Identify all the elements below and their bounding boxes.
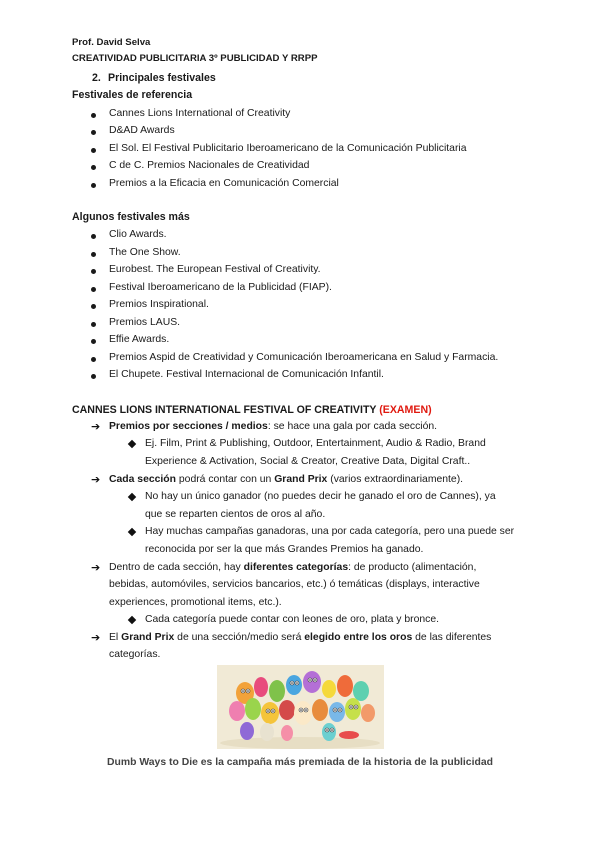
bullet-icon: [91, 339, 96, 344]
point-3-pre: Dentro de cada sección, hay: [109, 562, 244, 573]
point-4-rest: de las diferentes: [412, 632, 492, 643]
others-item: Eurobest. The European Festival of Creativity.: [109, 264, 321, 275]
reference-heading: Festivales de referencia: [72, 89, 193, 101]
arrow-right-icon: ➔: [91, 632, 101, 644]
point-3-rest: : de producto (alimentación,: [348, 562, 477, 573]
point-2-sub-2-line-1: Hay muchas campañas ganadoras, una por cada categoría, pero una puede ser: [145, 526, 515, 537]
others-item: Clio Awards.: [109, 229, 167, 240]
cannes-point-4: [109, 632, 491, 643]
point-2-bold-1: Cada sección: [109, 474, 176, 485]
dumb-ways-to-die-image: [217, 665, 384, 749]
reference-item: Cannes Lions International of Creativity: [109, 108, 291, 119]
others-item: Premios Aspid de Creatividad y Comunicación Iberoamericana en Salud y Farmacia.: [109, 352, 499, 363]
point-2-rest: (varios extraordinariamente).: [327, 474, 464, 485]
bullet-icon: [91, 322, 96, 327]
arrow-right-icon: ➔: [91, 421, 101, 433]
others-item: Premios LAUS.: [109, 317, 181, 328]
point-3-line-2: bebidas, automóviles, servicios bancarios, etc.) ó temáticas (displays, interactive: [109, 579, 480, 590]
point-1-rest: : se hace una gala por cada sección.: [267, 421, 438, 432]
section-number: 2.: [92, 72, 101, 84]
others-item: Premios Inspirational.: [109, 299, 209, 310]
reference-item: Premios a la Eficacia en Comunicación Comercial: [109, 178, 339, 189]
reference-item: C de C. Premios Nacionales de Creatividad: [109, 160, 310, 171]
point-4-pre: El: [109, 632, 122, 643]
characters-illustration: [217, 665, 384, 749]
arrow-right-icon: ➔: [91, 562, 101, 574]
point-1-sub-line-1: Ej. Film, Print & Publishing, Outdoor, Entertainment, Audio & Radio, Brand: [145, 438, 486, 449]
point-4-mid: de una sección/medio será: [174, 632, 305, 643]
bullet-icon: [91, 113, 96, 118]
bullet-icon: [91, 357, 96, 362]
bullet-icon: [91, 165, 96, 170]
bullet-icon: [91, 148, 96, 153]
reference-item: D&AD Awards: [109, 125, 175, 136]
reference-item: El Sol. El Festival Publicitario Iberoamericano de la Comunicación Publicitaria: [109, 143, 467, 154]
bullet-icon: [91, 304, 96, 309]
bullet-icon: [91, 287, 96, 292]
bullet-icon: [91, 269, 96, 274]
diamond-bullet-icon: [128, 528, 136, 536]
point-3-line-3: experiences, promotional items, etc.).: [109, 597, 282, 608]
point-1-sub-line-2: Experience & Activation, Social & Creator, Creative Data, Digital Craft..: [145, 456, 471, 467]
point-2-sub-2-line-2: reconocida por ser la que más Grandes Premios ha ganado.: [145, 544, 424, 555]
course-line: CREATIVIDAD PUBLICITARIA 3º PUBLICIDAD Y RRPP: [72, 53, 318, 64]
diamond-bullet-icon: [128, 440, 136, 448]
figure-caption: Dumb Ways to Die es la campaña más premiada de la historia de la publicidad: [107, 757, 493, 768]
bullet-icon: [91, 252, 96, 257]
bullet-icon: [91, 234, 96, 239]
others-item: Effie Awards.: [109, 334, 170, 345]
others-item: The One Show.: [109, 247, 181, 258]
point-4-bold-2: elegido entre los oros: [304, 632, 413, 643]
cannes-point-3: [109, 562, 476, 573]
cannes-point-2: [109, 474, 463, 485]
exam-tag: (EXAMEN): [379, 404, 432, 416]
bullet-icon: [91, 130, 96, 135]
author-line: Prof. David Selva: [72, 37, 151, 48]
point-2-sub-1-line-1: No hay un único ganador (no puedes decir he ganado el oro de Cannes), ya: [145, 491, 496, 502]
others-heading: Algunos festivales más: [72, 211, 190, 223]
bullet-icon: [91, 374, 96, 379]
diamond-bullet-icon: [128, 493, 136, 501]
point-4-bold-1: Grand Prix: [121, 632, 175, 643]
bullet-icon: [91, 183, 96, 188]
point-4-line-2: categorías.: [109, 649, 161, 660]
cannes-heading: [72, 404, 432, 416]
section-title: Principales festivales: [108, 72, 216, 84]
point-3-bold: diferentes categorías: [243, 562, 349, 573]
arrow-right-icon: ➔: [91, 474, 101, 486]
others-item: Festival Iberoamericano de la Publicidad (FIAP).: [109, 282, 332, 293]
point-1-bold: Premios por secciones / medios: [109, 421, 268, 432]
point-3-sub: Cada categoría puede contar con leones de oro, plata y bronce.: [145, 614, 440, 625]
point-2-mid: podrá contar con un: [176, 474, 275, 485]
cannes-heading-text: CANNES LIONS INTERNATIONAL FESTIVAL OF CREATIVITY: [72, 404, 377, 416]
diamond-bullet-icon: [128, 616, 136, 624]
point-2-sub-1-line-2: que se reparten cientos de oros al año.: [145, 509, 326, 520]
point-2-bold-2: Grand Prix: [274, 474, 328, 485]
others-item: El Chupete. Festival Internacional de Comunicación Infantil.: [109, 369, 384, 380]
cannes-point-1: [109, 421, 437, 432]
